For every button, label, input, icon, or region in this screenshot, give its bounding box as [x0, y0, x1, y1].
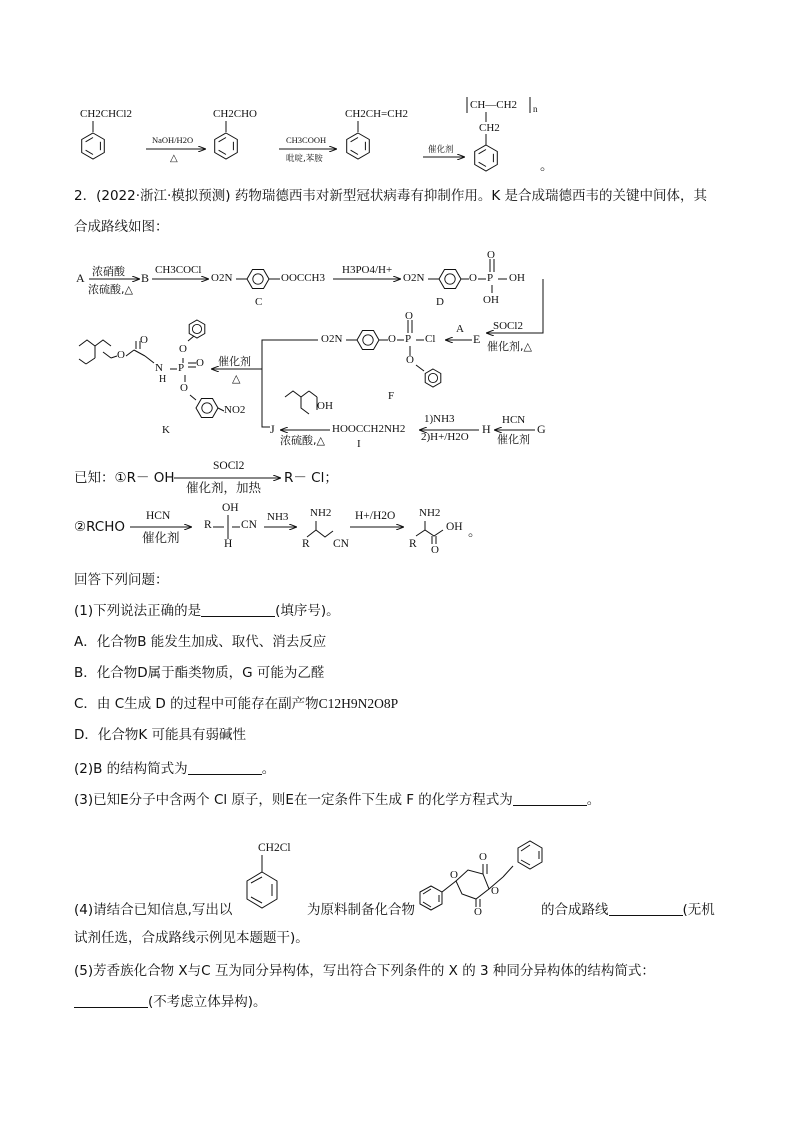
q1-text: (1)下列说法正确的是 [74, 603, 202, 619]
route-d-o-eq: O [487, 249, 495, 261]
top-polymer-n: n [533, 104, 538, 114]
q4-c: 的合成路线 [541, 902, 609, 918]
route-g-bottom: 催化剂 [497, 433, 530, 446]
route-d-oh-bottom: OH [483, 294, 499, 306]
route-k-p: P [178, 362, 185, 374]
known-r2-hyd: H+/H2O [355, 510, 396, 522]
route-e-reagent-bottom: 催化剂,△ [487, 340, 532, 353]
known-r1-top: SOCl2 [213, 460, 245, 472]
route-k-no2: NO2 [224, 404, 246, 416]
route-c-left: O2N [211, 272, 233, 284]
top-m3-label: CH2CH=CH2 [345, 108, 409, 120]
route-d-o: O [469, 272, 477, 284]
compound-c [236, 270, 280, 289]
q4-b: 为原料制备化合物 [307, 902, 415, 918]
known-r2-cn2: CN [333, 538, 349, 550]
route-i-formula: HOOCCH2NH2 [332, 423, 406, 435]
option-a: A．化合物B 能发生加成、取代、消去反应 [74, 634, 327, 650]
route-e: E [473, 332, 481, 346]
known-r1-product: R－ Cl； [284, 470, 338, 486]
q4-line2: 试剂任选，合成路线示例见本题题干)。 [74, 930, 309, 946]
q4-o2: O [450, 869, 458, 881]
q5-blank[interactable] [74, 993, 148, 1008]
top-end-mark: 。 [540, 158, 554, 174]
route-h-bottom: 2)H+/H2O [421, 431, 469, 443]
route-d-label: D [436, 296, 444, 308]
known-cyanohydrin [213, 515, 240, 539]
route-k-o3: O [196, 357, 204, 369]
route-k-bottom: △ [232, 373, 241, 385]
q4-a: (4)请结合已知信息,写出以 [74, 902, 233, 918]
q4-o1: O [479, 851, 487, 863]
q5-line2 [74, 993, 267, 1011]
route-cd-top: H3PO4/H+ [342, 264, 393, 276]
route-f-label: F [388, 390, 395, 402]
known-amino-acid [416, 521, 443, 544]
route-bc-top: CH3COCl [155, 264, 202, 276]
q1-tail: (填序号)。 [275, 603, 340, 619]
q4-line-tail [541, 901, 715, 919]
q2-blank[interactable] [188, 760, 262, 775]
q5-text: (不考虑立体异构)。 [148, 994, 267, 1010]
route-alcohol-oh: OH [317, 400, 333, 412]
top-polymer-chain: CH—CH2 [470, 99, 518, 111]
option-d: D．化合物K 可能具有弱碱性 [74, 727, 247, 743]
route-e-reagent-top: SOCl2 [493, 320, 523, 332]
answers-prompt: 回答下列问题： [74, 572, 169, 588]
known-r2-oh-acid: OH [446, 521, 463, 533]
route-k-top: 催化剂 [218, 355, 251, 368]
route-k-o4: O [180, 382, 188, 394]
top-r1-top: NaOH/H2O [152, 135, 194, 145]
q3-line [74, 791, 600, 809]
top-polymer-side: CH2 [479, 122, 500, 134]
route-d-p: P [487, 272, 494, 284]
known-r2-r2: R [302, 538, 310, 550]
q4-o4: O [474, 906, 482, 918]
q1-blank[interactable] [201, 602, 275, 617]
route-k-label: K [162, 424, 170, 436]
compound-d [428, 259, 507, 293]
route-f-cl: Cl [425, 333, 436, 345]
route-k-h: H [159, 374, 167, 385]
route-i-label: I [357, 438, 361, 450]
known-end: 。 [468, 524, 482, 540]
alcohol-reagent [285, 391, 317, 414]
known-aminonitrile [307, 521, 333, 537]
route-ab-top: 浓硝酸 [92, 265, 125, 278]
question-intro-2: 合成路线如图： [74, 219, 169, 235]
route-f-left: O2N [321, 333, 343, 345]
route-k-o2: O [179, 343, 187, 355]
known-r2-r1: R [204, 519, 212, 531]
route-d-oh-right: OH [509, 272, 525, 284]
top-molecule-3 [347, 121, 370, 159]
route-h-top: 1)NH3 [424, 413, 455, 425]
known-r2-r3: R [409, 538, 417, 550]
q1-line [74, 602, 340, 620]
bracket-line [262, 340, 318, 427]
known-r2-nh3: NH3 [267, 511, 289, 523]
known-r2-nh2a: NH2 [310, 507, 332, 519]
q2-line [74, 760, 275, 778]
route-f-o-bottom: O [406, 354, 414, 366]
top-r2-top: CH3COOH [286, 135, 327, 145]
q4-sm-label: CH2Cl [258, 842, 291, 854]
q4-starting-material [247, 855, 277, 908]
top-m2-label: CH2CHO [213, 108, 258, 120]
top-r2-bottom: 吡啶,苯胺 [286, 154, 323, 164]
route-c-label: C [255, 296, 263, 308]
known-r2-oh: OH [222, 502, 239, 514]
q3-tail: 。 [586, 792, 601, 808]
route-a-reagent: A [456, 323, 464, 335]
route-f-p: P [405, 333, 412, 345]
known-r2-bottom: 催化剂 [142, 530, 180, 545]
known-r2-h: H [224, 538, 233, 550]
option-c-formula: C12H9N2O8P [318, 696, 399, 711]
route-a: A [76, 271, 85, 285]
question-intro-1: 2．(2022·浙江·模拟预测) 药物瑞德西韦对新型冠状病毒有抑制作用。K 是合成瑞德西韦的关键中间体，其 [74, 188, 707, 204]
top-r1-bottom: △ [170, 153, 178, 164]
top-m1-label: CH2CHCl2 [80, 108, 132, 120]
compound-f [346, 320, 441, 387]
route-c-right: OOCCH3 [281, 272, 326, 284]
route-f-o-eq: O [405, 310, 413, 322]
option-c [74, 695, 398, 713]
route-b: B [141, 271, 150, 285]
q3-text: (3)已知E分子中含两个 Cl 原子，则E在一定条件下生成 F 的化学方程式为 [74, 792, 513, 808]
option-c-text: C．由 C生成 D 的过程中可能存在副产物 [74, 696, 319, 712]
route-k-o-eq: O [140, 334, 148, 346]
known-label: 已知：①R－ OH [74, 470, 175, 486]
q4-d: (无机 [682, 902, 715, 918]
known-r2-nh2b: NH2 [419, 507, 441, 519]
q4-o3: O [491, 885, 499, 897]
known-r2-cn1: CN [241, 519, 257, 531]
known-r2-o-acid: O [431, 544, 439, 556]
top-molecule-2 [215, 121, 238, 159]
top-r3-top: 催化剂 [428, 145, 454, 155]
top-molecule-1 [82, 121, 105, 159]
route-k-o1: O [117, 349, 125, 361]
route-k-n: N [155, 362, 163, 374]
known-r1-bottom: 催化剂，加热 [186, 480, 262, 495]
route-j-bottom: 浓硫酸,△ [280, 434, 325, 447]
q2-text: (2)B 的结构简式为 [74, 761, 188, 777]
q3-blank[interactable] [513, 791, 587, 806]
route-g: G [537, 422, 546, 436]
route-d-left: O2N [403, 272, 425, 284]
route-h: H [482, 422, 491, 436]
known-r2-top: HCN [146, 510, 171, 522]
route-j: J [270, 422, 275, 436]
q2-tail: 。 [261, 761, 276, 777]
route-f-o: O [388, 333, 396, 345]
route-ab-bottom: 浓硫酸,△ [88, 283, 133, 296]
option-b: B．化合物D属于酯类物质，G 可能为乙醛 [74, 665, 325, 681]
q5-line1: (5)芳香族化合物 X与C 互为同分异构体，写出符合下列条件的 X 的 3 种同分异构体的结构简式： [74, 963, 655, 979]
q4-blank[interactable] [609, 901, 683, 916]
known-r2-start: ②RCHO [74, 519, 126, 535]
route-g-top: HCN [502, 414, 526, 426]
